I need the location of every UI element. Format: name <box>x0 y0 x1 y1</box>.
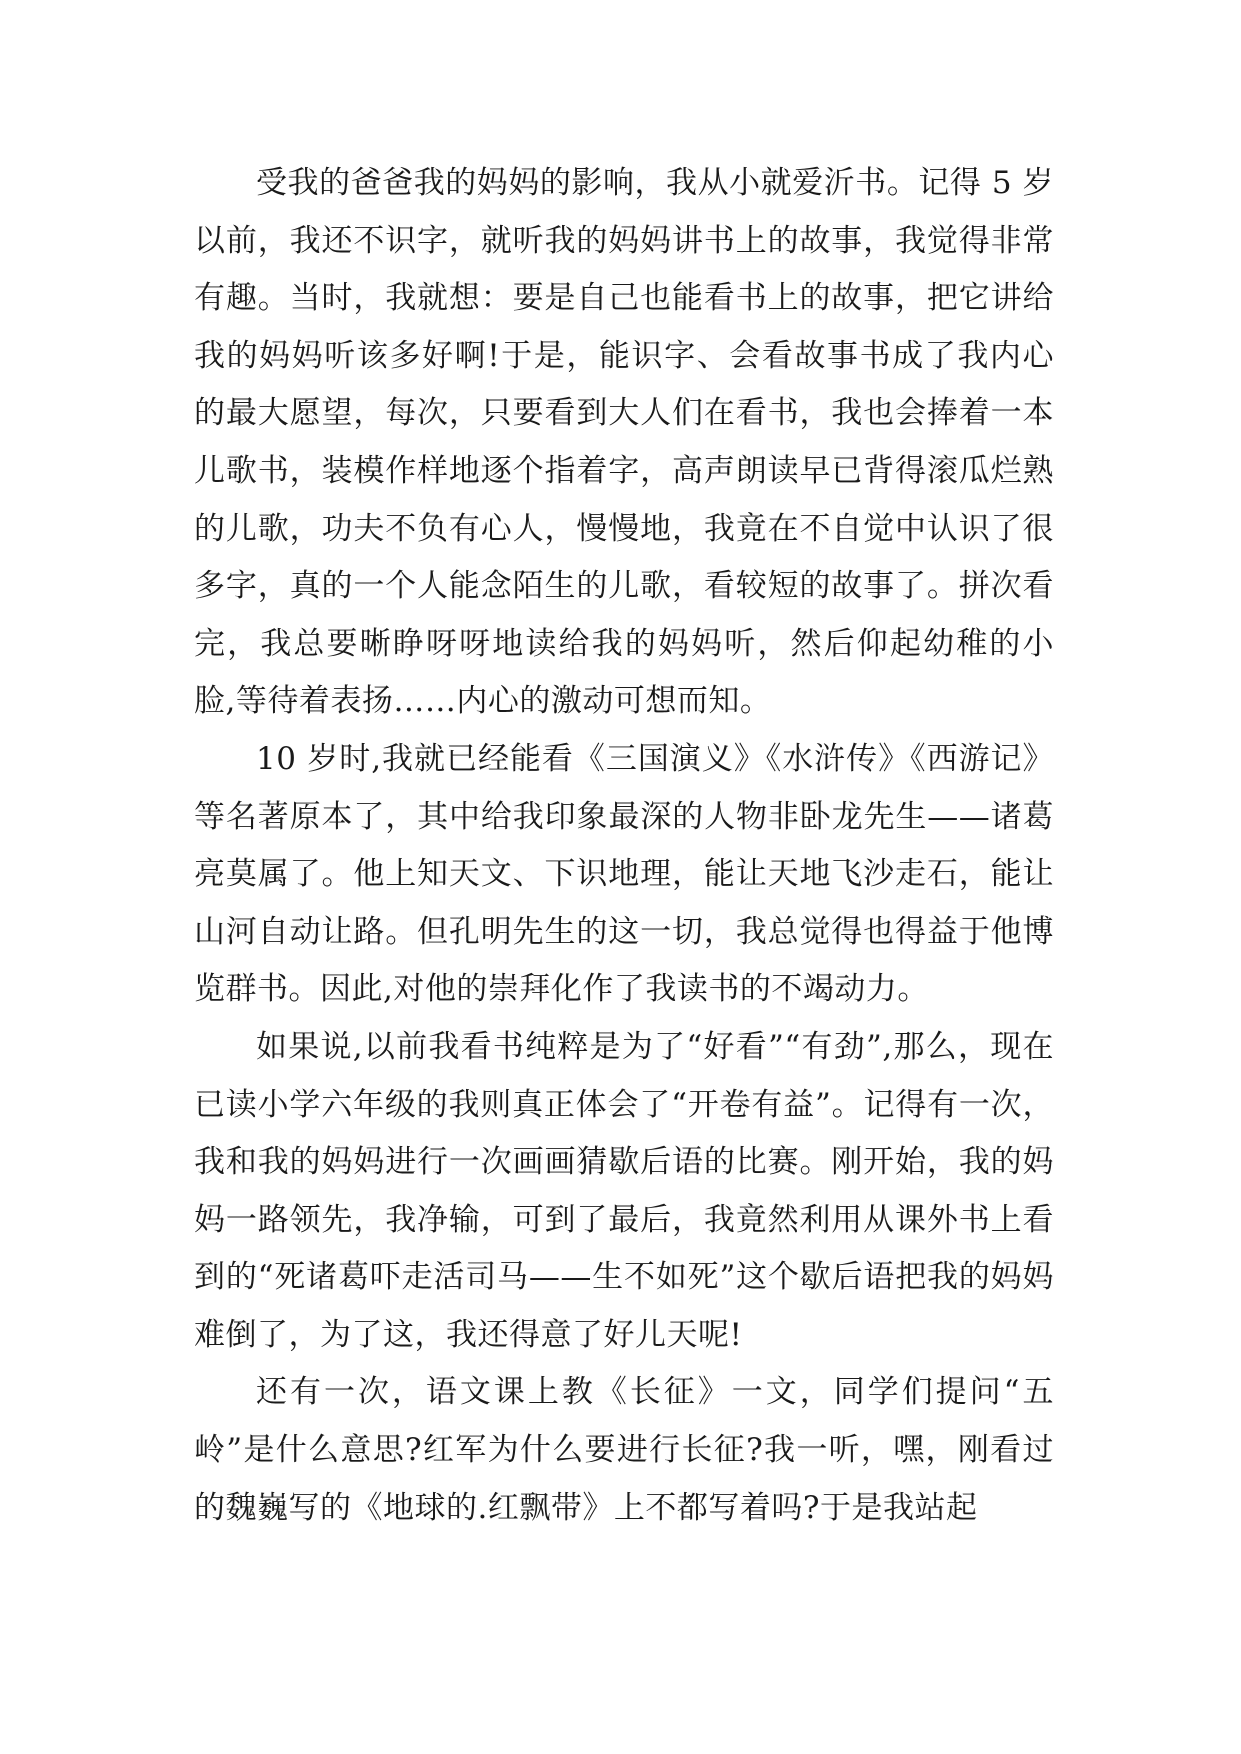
body-text <box>194 155 1054 1537</box>
paragraph-2: 10 岁时,我就已经能看《三国演义》《水浒传》《西游记》等名著原本了，其中给我印象最深的人物非卧龙先生——诸葛亮莫属了。他上知天文、下识地理，能让天地飞沙走石，能让山河自动让路。但孔明先生的这一切，我总觉得也得益于他博览群书。因此,对他的崇拜化作了我读书的不竭动力。 <box>194 740 1054 1008</box>
paragraph-3: 如果说,以前我看书纯粹是为了“好看”“有劲”,那么，现在已读小学六年级的我则真正体会了“开卷有益”。记得有一次，我和我的妈妈进行一次画画猜歇后语的比赛。刚开始，我的妈妈一路领先，我净输，可到了最后，我竟然利用从课外书上看到的“死诸葛吓走活司马——生不如死”这个歇后语把我的妈妈难倒了，为了这，我还得意了好儿天呢! <box>194 1028 1054 1353</box>
paragraph-1: 受我的爸爸我的妈妈的影响，我从小就爱沂书。记得 5 岁以前，我还不识字，就听我的妈妈讲书上的故事，我觉得非常有趣。当时，我就想：要是自己也能看书上的故事，把它讲给我的妈妈听该多好啊!于是，能识字、会看故事书成了我内心的最大愿望，每次，只要看到大人们在看书，我也会捧着一本儿歌书，装模作样地逐个指着字，高声朗读早已背得滚瓜烂熟的儿歌，功夫不负有心人，慢慢地，我竟在不自觉中认识了很多字，真的一个人能念陌生的儿歌，看较短的故事了。拼次看完，我总要晰睁呀呀地读给我的妈妈听，然后仰起幼稚的小脸,等待着表扬……内心的激动可想而知。 <box>194 165 1054 720</box>
paragraph-4: 还有一次，语文课上教《长征》一文，同学们提问“五岭”是什么意思?红军为什么要进行长征?我一听，嘿，刚看过的魏巍写的《地球的.红飘带》上不都写着吗?于是我站起 <box>194 1374 1054 1526</box>
